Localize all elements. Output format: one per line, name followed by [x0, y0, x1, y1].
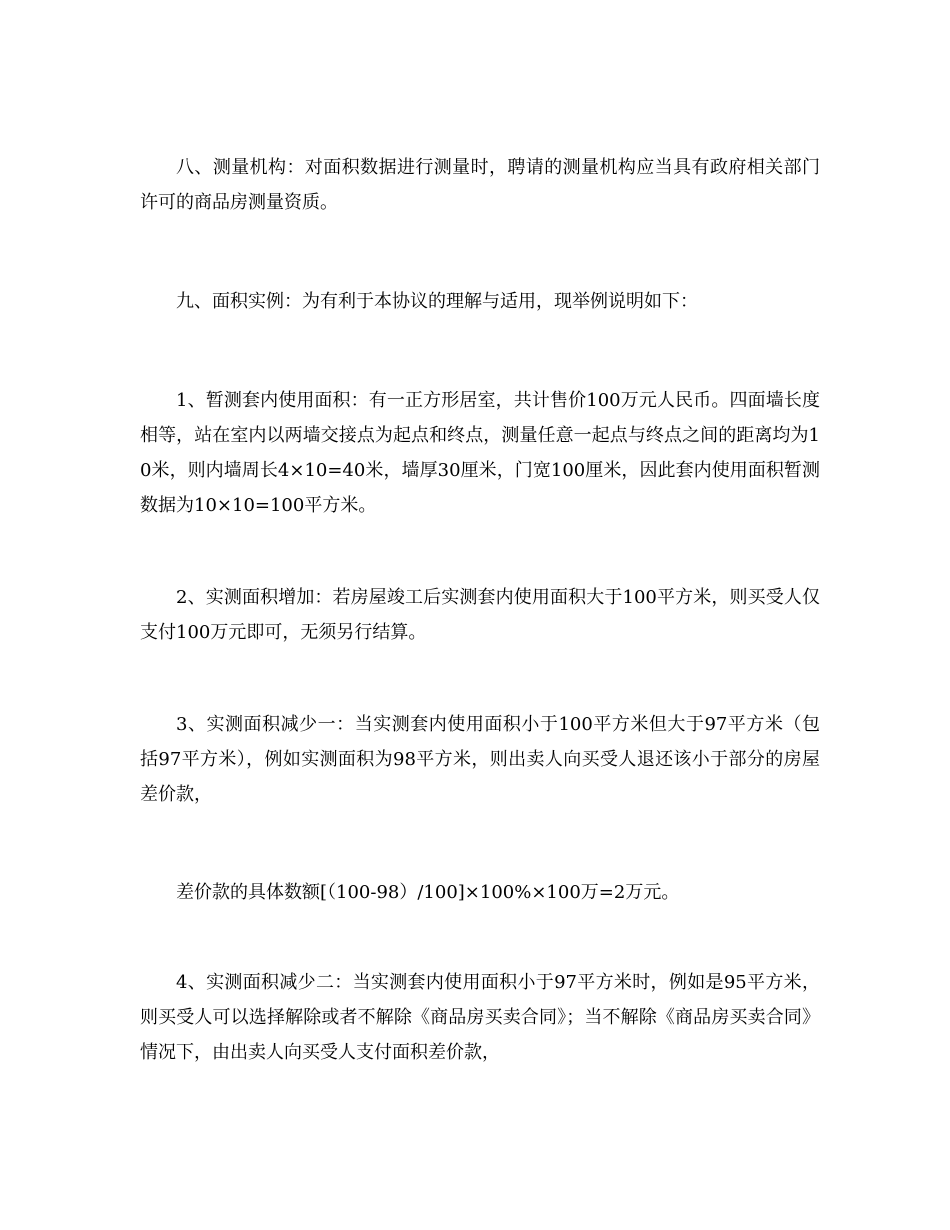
paragraph-example-1: 1、暂测套内使用面积：有一正方形居室，共计售价100万元人民币。四面墙长度相等，站在室内以两墙交接点为起点和终点，测量任意一起点与终点之间的距离均为10米，则内墙周长4×10=40米，墙厚30厘米，门宽100厘米，因此套内使用面积暂测数据为10×10=100平方米。: [140, 390, 820, 516]
paragraph-example-3: 3、实测面积减少一：当实测套内使用面积小于100平方米但大于97平方米（包括97平方米），例如实测面积为98平方米，则出卖人向买受人退还该小于部分的房屋差价款，: [140, 714, 820, 805]
paragraph-measurement-agency: 八、测量机构：对面积数据进行测量时，聘请的测量机构应当具有政府相关部门许可的商品房测量资质。: [140, 157, 820, 213]
paragraph-example-2: 2、实测面积增加：若房屋竣工后实测套内使用面积大于100平方米，则买受人仅支付100万元即可，无须另行结算。: [140, 587, 820, 643]
paragraph-price-difference-formula: 差价款的具体数额[（100-98）/100]×100%×100万=2万元。: [176, 882, 680, 903]
paragraph-area-examples: 九、面积实例：为有利于本协议的理解与适用，现举例说明如下：: [176, 291, 698, 312]
paragraph-example-4: 4、实测面积减少二：当实测套内使用面积小于97平方米时，例如是95平方米，则买受人可以选择解除或者不解除《商品房买卖合同》；当不解除《商品房买卖合同》情况下，由出卖人向买受人支付面积差价款，: [140, 972, 820, 1063]
